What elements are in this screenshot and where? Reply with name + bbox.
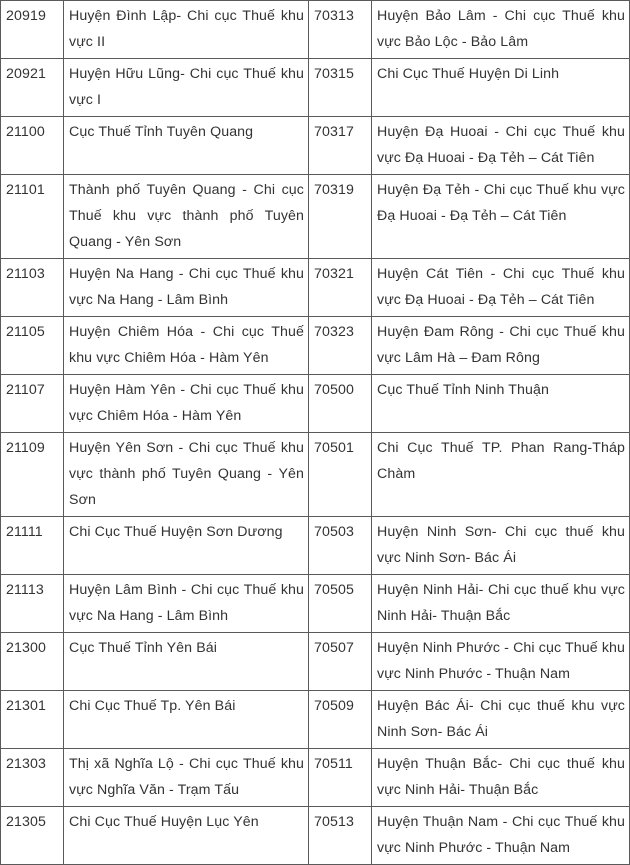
table-row xyxy=(1,691,630,749)
table-row xyxy=(1,749,630,807)
tax-office-name-cell: Huyện Ninh Phước - Chi cục Thuế khu vực Ninh Phước - Thuận Nam xyxy=(372,633,630,691)
tax-office-name-cell: Chi Cục Thuế Tp. Yên Bái xyxy=(64,691,309,749)
tax-office-name-cell: Thị xã Nghĩa Lộ - Chi cục Thuế khu vực Nghĩa Văn - Trạm Tấu xyxy=(64,749,309,807)
tax-code-cell: 70505 xyxy=(309,575,372,633)
tax-code-cell: 70513 xyxy=(309,807,372,865)
tax-code-cell: 21103 xyxy=(1,259,64,317)
tax-office-name-cell: Cục Thuế Tỉnh Yên Bái xyxy=(64,633,309,691)
tax-code-cell: 21113 xyxy=(1,575,64,633)
tax-code-cell: 20921 xyxy=(1,59,64,117)
table-row xyxy=(1,117,630,175)
table-row xyxy=(1,1,630,59)
tax-code-cell: 70319 xyxy=(309,175,372,259)
tax-office-name-cell: Cục Thuế Tỉnh Ninh Thuận xyxy=(372,375,630,433)
tax-office-name-cell: Thành phố Tuyên Quang - Chi cục Thuế khu vực thành phố Tuyên Quang - Yên Sơn xyxy=(64,175,309,259)
tax-office-name-cell: Huyện Bảo Lâm - Chi cục Thuế khu vực Bảo Lộc - Bảo Lâm xyxy=(372,1,630,59)
table-row xyxy=(1,375,630,433)
tax-office-name-cell: Huyện Na Hang - Chi cục Thuế khu vực Na Hang - Lâm Bình xyxy=(64,259,309,317)
tax-code-cell: 20919 xyxy=(1,1,64,59)
tax-code-cell: 70321 xyxy=(309,259,372,317)
table-row xyxy=(1,259,630,317)
tax-office-name-cell: Huyện Ninh Sơn- Chi cục thuế khu vực Ninh Sơn- Bác Ái xyxy=(372,517,630,575)
tax-code-cell: 70509 xyxy=(309,691,372,749)
tax-code-cell: 21101 xyxy=(1,175,64,259)
tax-office-name-cell: Huyện Hữu Lũng- Chi cục Thuế khu vực I xyxy=(64,59,309,117)
tax-office-name-cell: Huyện Chiêm Hóa - Chi cục Thuế khu vực Chiêm Hóa - Hàm Yên xyxy=(64,317,309,375)
tax-code-cell: 70503 xyxy=(309,517,372,575)
tax-office-name-cell: Huyện Đam Rông - Chi cục Thuế khu vực Lâm Hà – Đam Rông xyxy=(372,317,630,375)
tax-code-cell: 21107 xyxy=(1,375,64,433)
tax-office-name-cell: Huyện Hàm Yên - Chi cục Thuế khu vực Chiêm Hóa - Hàm Yên xyxy=(64,375,309,433)
tax-office-name-cell: Huyện Bác Ái- Chi cục thuế khu vực Ninh Sơn- Bác Ái xyxy=(372,691,630,749)
tax-code-cell: 70315 xyxy=(309,59,372,117)
table-row xyxy=(1,517,630,575)
tax-code-cell: 21111 xyxy=(1,517,64,575)
table-row xyxy=(1,317,630,375)
tax-office-name-cell: Huyện Đình Lập- Chi cục Thuế khu vực II xyxy=(64,1,309,59)
tax-office-name-cell: Huyện Đạ Tẻh - Chi cục Thuế khu vực Đạ Huoai - Đạ Tẻh – Cát Tiên xyxy=(372,175,630,259)
tax-office-name-cell: Huyện Lâm Bình - Chi cục Thuế khu vực Na Hang - Lâm Bình xyxy=(64,575,309,633)
table-row xyxy=(1,59,630,117)
tax-code-cell: 70507 xyxy=(309,633,372,691)
tax-code-cell: 21301 xyxy=(1,691,64,749)
tax-code-cell: 21303 xyxy=(1,749,64,807)
tax-code-cell: 21105 xyxy=(1,317,64,375)
table-row xyxy=(1,175,630,259)
tax-code-cell: 70501 xyxy=(309,433,372,517)
tax-office-name-cell: Huyện Thuận Nam - Chi cục Thuế khu vực Ninh Phước - Thuận Nam xyxy=(372,807,630,865)
tax-code-cell: 21100 xyxy=(1,117,64,175)
table-row xyxy=(1,633,630,691)
tax-office-name-cell: Huyện Đạ Huoai - Chi cục Thuế khu vực Đạ Huoai - Đạ Tẻh – Cát Tiên xyxy=(372,117,630,175)
tax-office-name-cell: Huyện Cát Tiên - Chi cục Thuế khu vực Đạ Huoai - Đạ Tẻh – Cát Tiên xyxy=(372,259,630,317)
tax-office-name-cell: Huyện Ninh Hải- Chi cục thuế khu vực Ninh Hải- Thuận Bắc xyxy=(372,575,630,633)
tax-code-cell: 70323 xyxy=(309,317,372,375)
tax-code-cell: 70500 xyxy=(309,375,372,433)
tax-code-cell: 21300 xyxy=(1,633,64,691)
tax-office-name-cell: Chi Cục Thuế TP. Phan Rang-Tháp Chàm xyxy=(372,433,630,517)
tax-code-cell: 70313 xyxy=(309,1,372,59)
tax-code-cell: 21305 xyxy=(1,807,64,865)
tax-office-name-cell: Chi Cục Thuế Huyện Sơn Dương xyxy=(64,517,309,575)
tax-code-cell: 70511 xyxy=(309,749,372,807)
table-row xyxy=(1,433,630,517)
tax-office-name-cell: Cục Thuế Tỉnh Tuyên Quang xyxy=(64,117,309,175)
tax-office-name-cell: Huyện Thuận Bắc- Chi cục thuế khu vực Ninh Hải- Thuận Bắc xyxy=(372,749,630,807)
tax-code-cell: 70317 xyxy=(309,117,372,175)
table-row xyxy=(1,807,630,865)
tax-code-cell: 21109 xyxy=(1,433,64,517)
table-body xyxy=(1,1,630,865)
tax-office-name-cell: Chi Cục Thuế Huyện Di Linh xyxy=(372,59,630,117)
tax-office-name-cell: Chi Cục Thuế Huyện Lục Yên xyxy=(64,807,309,865)
tax-office-name-cell: Huyện Yên Sơn - Chi cục Thuế khu vực thành phố Tuyên Quang - Yên Sơn xyxy=(64,433,309,517)
table-row xyxy=(1,575,630,633)
